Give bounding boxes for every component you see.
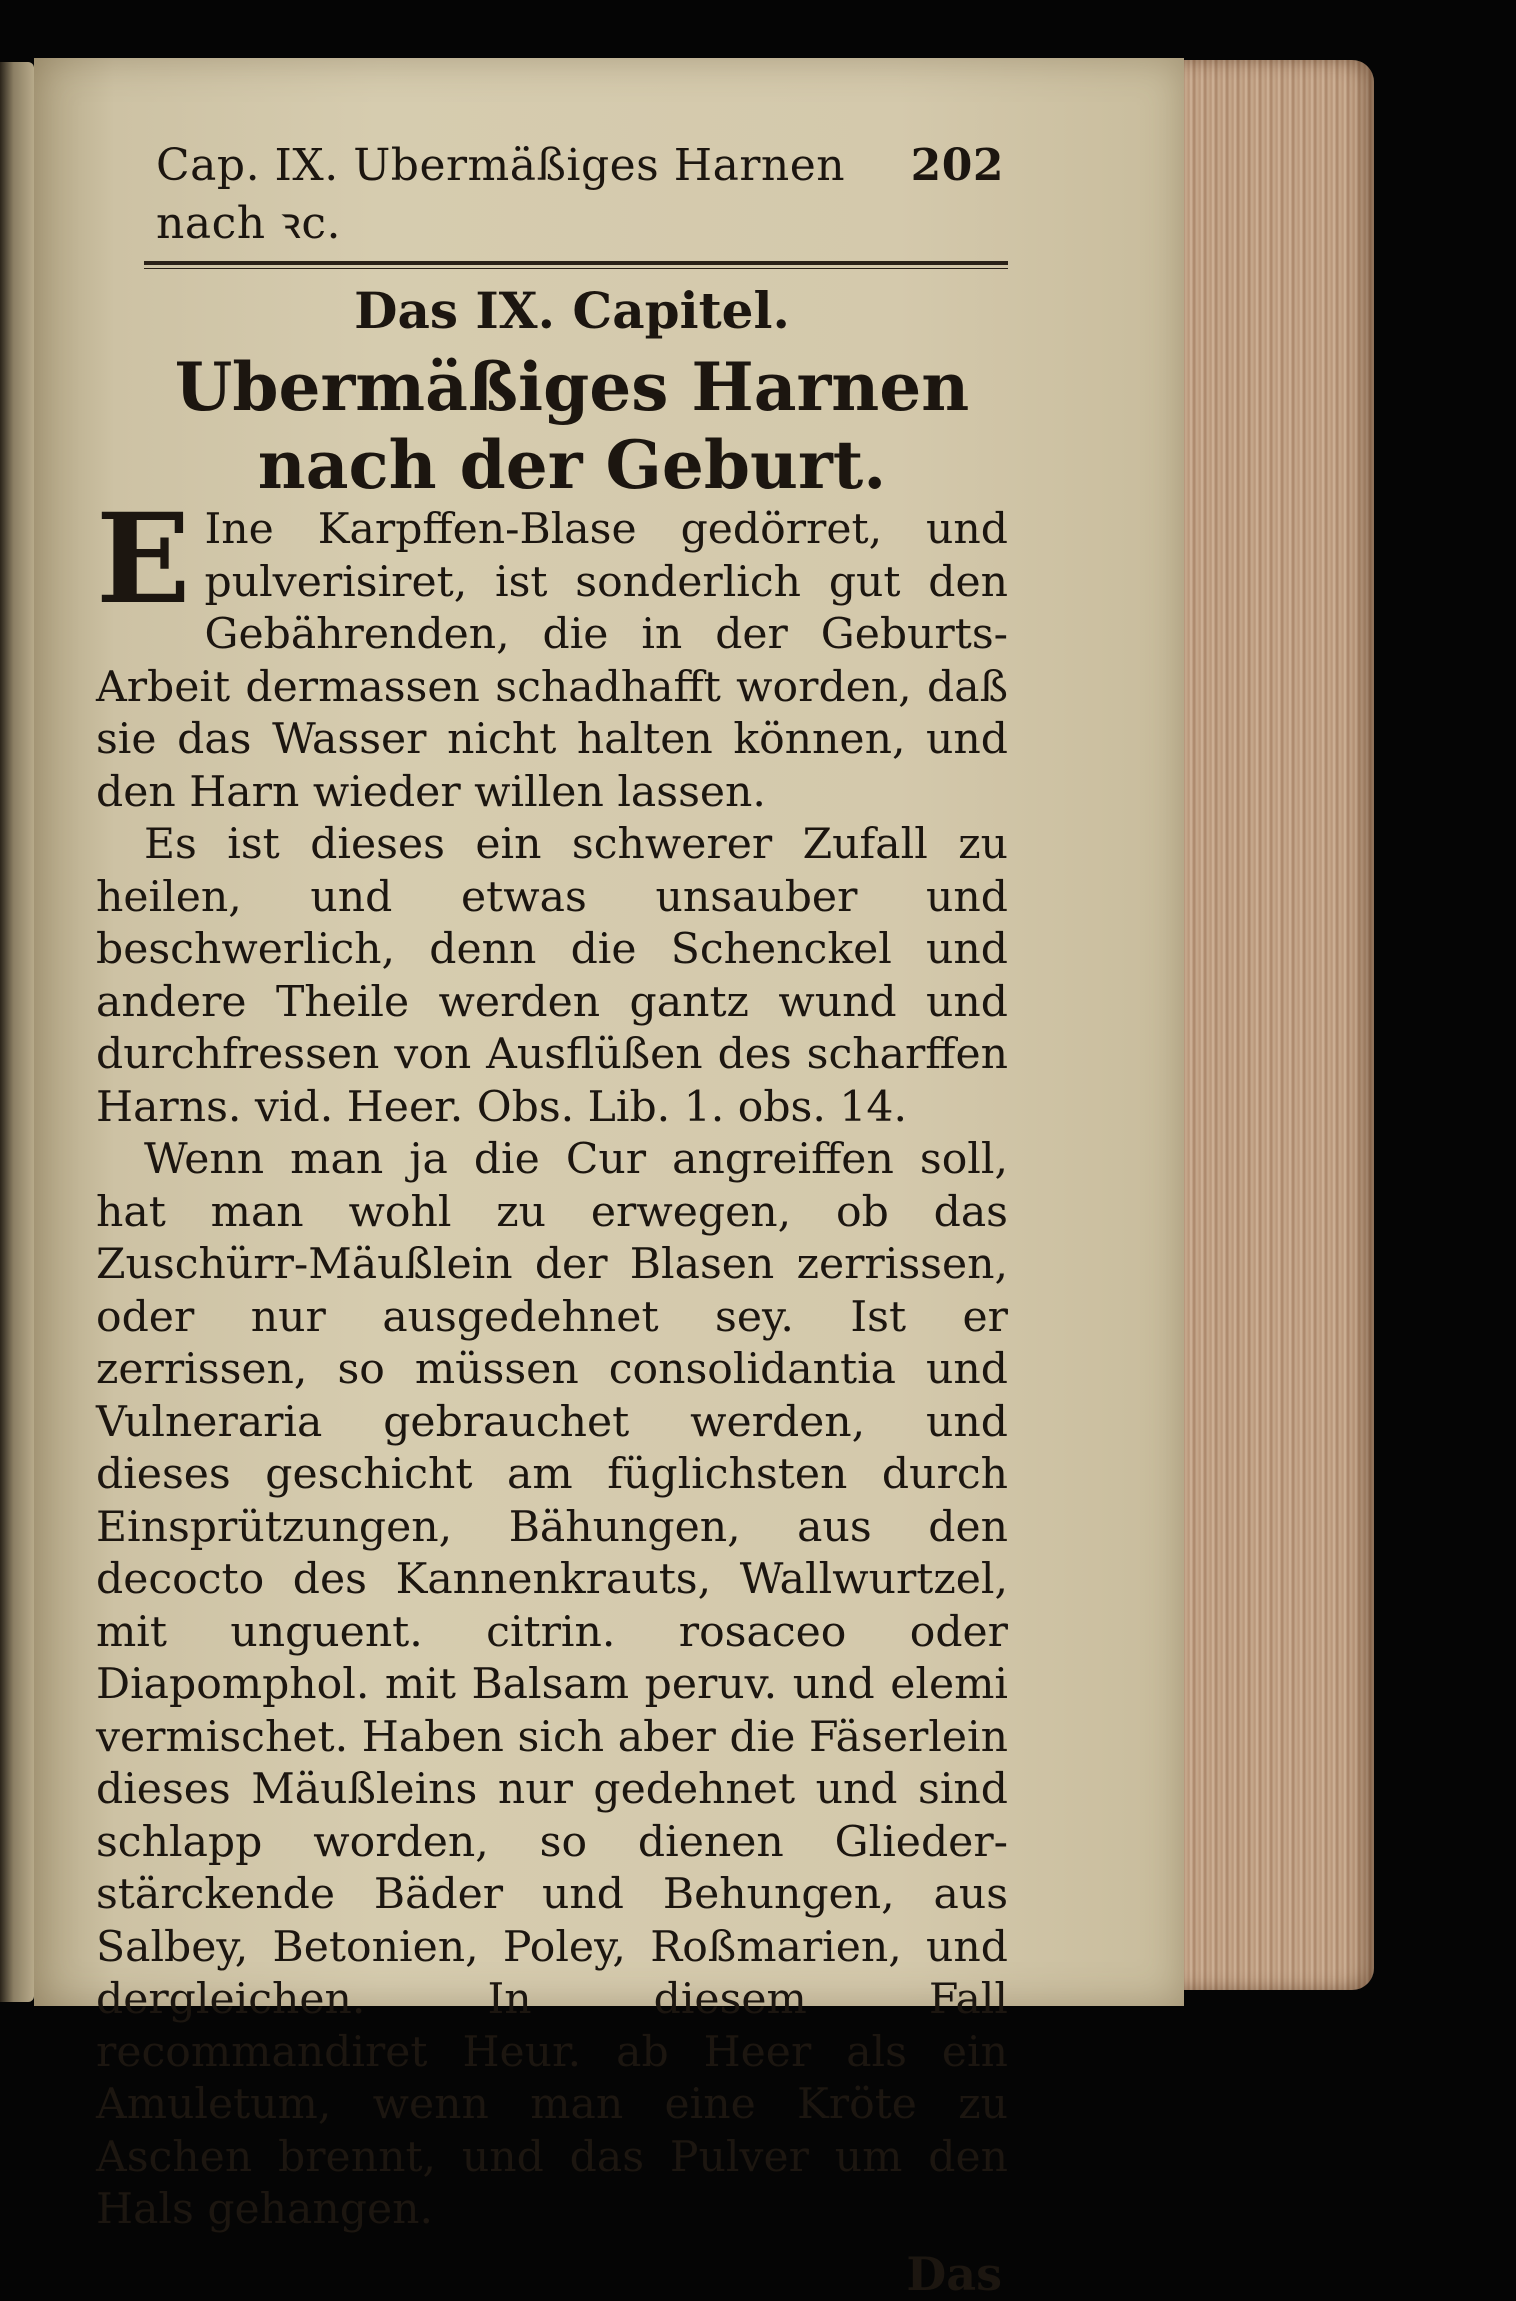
catchword: Das xyxy=(906,2246,1002,2301)
chapter-title: Ubermäßiges Harnen nach der Geburt. xyxy=(174,348,970,504)
paragraph-text: Ine Karpffen-Blase gedörret, und pulverisiret, ist sonderlich gut den Gebährenden, die in der Geburts-Arbeit dermassen schadhafft worden, daß sie das Wasser nicht halten können, und den Harn wieder willen lassen. xyxy=(96,505,1008,817)
facing-page-edge xyxy=(0,62,34,2002)
drop-capital: E xyxy=(96,487,191,632)
page-number: 202 xyxy=(910,140,1004,191)
header-rule xyxy=(144,261,1008,269)
paragraph-3: Wenn man ja die Cur angreiffen soll, hat man wohl zu erwegen, ob das Zuschürr-Mäußlein der Blasen zerrissen, oder nur ausgedehnet sey. Ist er zerrissen, so müssen consolidantia und Vulneraria gebrauchet werden, und dieses geschicht am füglichsten durch Einsprützungen, Bähungen, aus den decocto des Kannenkrauts, Wallwurtzel, mit unguent. citrin. rosaceo oder Diapomphol. mit Balsam peruv. und elemi vermischet. Haben sich aber die Fäserlein dieses Mäußleins nur gedehnet und sind schlapp worden, so dienen Glieder-stärckende Bäder und Behungen, aus Salbey, Betonien, Poley, Roßmarien, und dergleichen. In diesem Fall recommandiret Heur. ab Heer als ein Amuletum, wenn man eine Kröte zu Aschen brennt, und das Pulver um den Hals gehangen. xyxy=(96,1135,1008,2234)
running-head xyxy=(96,140,1008,251)
page-text xyxy=(96,140,1008,2301)
running-head-title: Cap. IX. Ubermäßiges Harnen nach ꝛc. xyxy=(156,140,846,249)
chapter-number: Das IX. Capitel. xyxy=(354,281,790,340)
paragraph-2: Es ist dieses ein schwerer Zufall zu heilen, und etwas unsauber und beschwerlich, denn die Schenckel und andere Theile werden gantz wund und durchfressen von Ausflüßen des scharffen Harns. vid. Heer. Obs. Lib. 1. obs. 14. xyxy=(96,820,1008,1132)
paragraph-1 xyxy=(96,487,1008,819)
